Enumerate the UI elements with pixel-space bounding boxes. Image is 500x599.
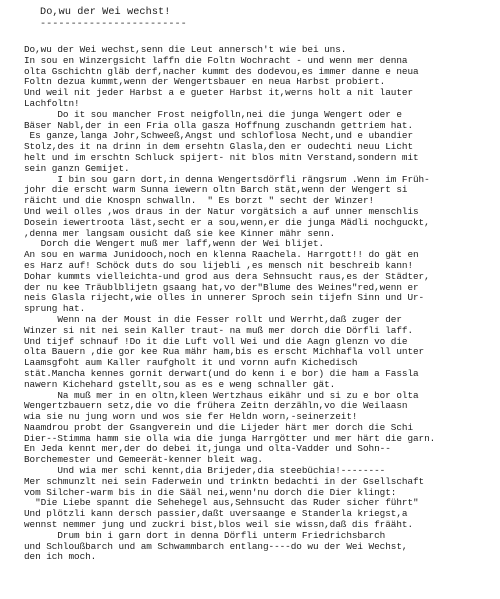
- text-line: neis Glasla rijecht,wie olles in unnerer Sproch sein tijefn Sinn und Ur-: [24, 293, 425, 304]
- text-line: Und weil olles ,wos draus in der Natur vorgätsich a auf unner menschlis: [24, 206, 419, 217]
- text-line: En Jeda kennt mer,der do debei it,junga und olta-Vadder und Sohn--: [24, 444, 391, 455]
- text-line: Drum bin i garn dort in denna Dörfli unterm Friedrichsbarch: [24, 530, 386, 541]
- text-line: räicht und die Knospn schwalln. " Es borzt " secht der Winzer!: [24, 196, 375, 207]
- text-line: stät.Mancha kennes gornit derwart(und do kenn i e bor) die ham a Fassla: [24, 368, 419, 379]
- text-line: sein ganzn Gemijet.: [24, 163, 130, 174]
- text-line: Foltn dezua kummt,wenn der Wengertsbauer en neua Harbst probiert.: [24, 77, 386, 88]
- text-line: Und plötzli kann dersch passier,daßt uversaange e Standerla kriegst,a: [24, 509, 408, 520]
- text-line: Do,wu der Wei wechst,senn die Leut annersch't wie bei uns.: [24, 45, 347, 55]
- text-line: vom Silcher-warm bis in die Sääl nei,wenn'nu dorch die Dier klingt:: [24, 487, 397, 498]
- text-line: Stolz,des it na drinn in dem ersehtn Glasla,den er oudechti neuu Licht: [24, 142, 414, 153]
- text-line: wennst nemmer jung und zuckri bist,blos weil sie wissn,daß dis frääht.: [24, 520, 414, 531]
- text-line: Dohar kummts vielleichta-und grod aus dera Sehnsucht raus,es der Städter,: [24, 271, 430, 282]
- text-line: ,denna mer langsam ousicht daß sie kee Kinner mähr senn.: [24, 228, 336, 239]
- text-line: Und weil nit jeder Harbst a e gueter Harbst it,werns holt a nit lauter: [24, 88, 414, 99]
- text-line: Naamdrou probt der Gsangverein und die Lijeder härt mer dorch die Schi: [24, 422, 414, 433]
- text-line: Do it sou mancher Frost neigfolln,nei die junga Wengert oder e: [24, 109, 402, 120]
- text-line: I bin sou garn dort,in denna Wengertsdörfli rängsrum .Wenn im Früh-: [24, 174, 430, 185]
- text-line: "Die Liebe spannt die Sehehegel aus,Sehnsucht das Ruder sicher führt": [24, 498, 419, 509]
- text-line: Borchemester und Gemeerät-kenner bleit wag.: [24, 455, 263, 466]
- text-line: Dosein iewertroota läst,secht er a sou,wenn,er die junga Mädli nochguckt,: [24, 217, 430, 228]
- text-line: nawern Kichehard gstellt,sou as es e weng schnaller gät.: [24, 379, 336, 390]
- text-line: den ich moch.: [24, 552, 97, 563]
- text-line: Wenn na der Moust in die Fesser rollt und Werrht,daß zuger der: [24, 314, 402, 325]
- text-line: Wengertzbauern setz,die vo die frühera Zeitn derzähln,vo die Weilaasn: [24, 401, 408, 412]
- text-line: An sou en warma Junidooch,noch en klenna Raachela. Harrgott!! do gät en: [24, 250, 419, 261]
- text-line: und Schloußbarch und am Schwammbarch entlang----do wu der Wei Wechst,: [24, 541, 408, 552]
- text-line: Es ganze,langa Johr,Schweeß,Angst und schloflosa Necht,und e ubandier: [24, 131, 414, 142]
- text-line: Und tijef schnauf !Do it die Luft voll Wei und die Aagn glenzn vo die: [24, 336, 408, 347]
- text-line: wia sie nu jung worn und wos sie fer Heldn worn,-seinerzeit!: [24, 412, 358, 423]
- text-line: es Harz auf! Schöck duts do sou lijebli ,es mensch nit beschreib kann!: [24, 260, 414, 271]
- text-line: der nu kee Träublblijetn gsaang hat,vo der"Blume des Weines"red,wenn er: [24, 282, 419, 293]
- text-line: Bäser Nabl,der in een Fria olla gasza Hoffnung zuschandn gettriem hat.: [24, 120, 414, 131]
- document-body: [24, 45, 494, 563]
- text-line: olta Bauern ,die gor kee Rua mähr ham,bis es erscht Michhafla voll unter: [24, 347, 425, 358]
- text-line: sprung hat.: [24, 304, 86, 315]
- text-line: johr die erscht warm Sunna iewern oltn Barch stät,wenn der Wengert si: [24, 185, 408, 196]
- text-line: olta Gschichtn gläb derf,nacher kummt des dodevou,es immer danne e neua: [24, 66, 419, 77]
- text-line: Und wia mer schi kennt,dia Brijeder,dia steebüchia!--------: [24, 466, 386, 477]
- text-line: Dier--Stimma hamm sie olla wia die junga Harrgötter und mer härt die garn.: [24, 433, 436, 444]
- text-line: Laamsgfoht aum Kaller raufgholt it und vornn aufn Kichedisch: [24, 358, 358, 369]
- text-line: helt und im erschtn Schluck spijert- nit blos mitn Verstand,sondern mit: [24, 152, 419, 163]
- text-line: Na muß mer in en oltn,kleen Wertzhaus eikähr und si zu e bor olta: [24, 390, 419, 401]
- text-line: Mer schmunzlt nei sein Faderwein und trinktn bedachti in der Gsellschaft: [24, 476, 425, 487]
- title-underline: ------------------------: [40, 19, 187, 30]
- text-line: In sou en Winzergsicht laffn die Foltn Wochracht - und wenn mer denna: [24, 55, 408, 66]
- text-line: Dorch die Wengert muß mer laff,wenn der Wei blijet.: [24, 239, 325, 250]
- text-line: Winzer si nit nei sein Kaller traut- na muß mer dorch die Dörfli laff.: [24, 325, 414, 336]
- text-line: Lachfoltn!: [24, 98, 80, 109]
- document-title: Do,wu der Wei wechst!: [40, 7, 171, 18]
